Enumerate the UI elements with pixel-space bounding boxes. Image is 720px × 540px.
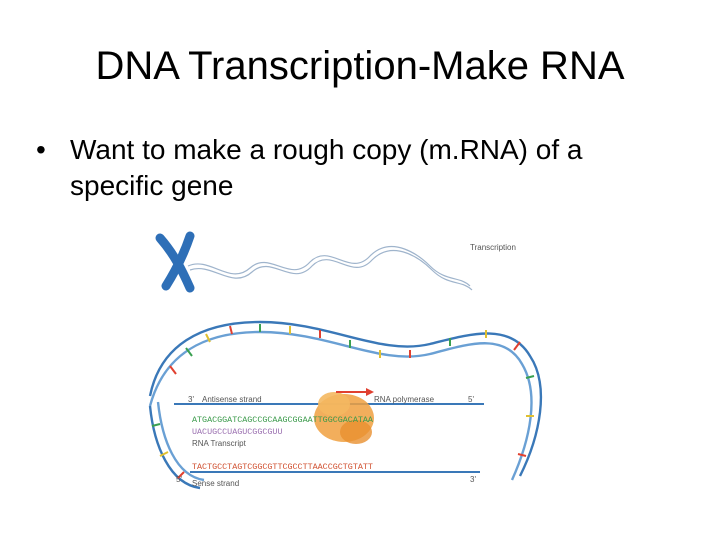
label-rna-transcript: RNA Transcript: [192, 439, 246, 448]
transcription-diagram: [130, 226, 570, 520]
seq-sense: TACTGCCTAGTCGGCGTTCGCCTTAACCGCTGTATT: [192, 462, 373, 472]
slide-title: DNA Transcription-Make RNA: [95, 44, 625, 88]
seq-rna: UACUGCCUAGUCGGCGUU: [192, 427, 283, 437]
bullet-marker: •: [36, 134, 46, 165]
label-sense: Sense strand: [192, 479, 240, 488]
label-antisense: Antisense strand: [202, 395, 262, 404]
chromatin-strand: [188, 247, 472, 290]
label-3-prime-top: 3': [188, 395, 194, 404]
label-rna-polymerase: RNA polymerase: [374, 395, 435, 404]
bullet-list: [36, 132, 676, 204]
seq-antisense: ATGACGGATCAGCCGCAAGCGGAATTGGCGACATAA: [192, 415, 373, 425]
label-transcription: Transcription: [470, 243, 516, 252]
label-3-prime-bottom: 3': [470, 475, 476, 484]
label-5-prime-bottom: 5': [176, 475, 182, 484]
bullet-text: Want to make a rough copy (m.RNA) of a specific gene: [70, 134, 583, 201]
bullet-item: [36, 132, 676, 204]
label-5-prime-top: 5': [468, 395, 474, 404]
chromosome-icon: [160, 236, 190, 288]
